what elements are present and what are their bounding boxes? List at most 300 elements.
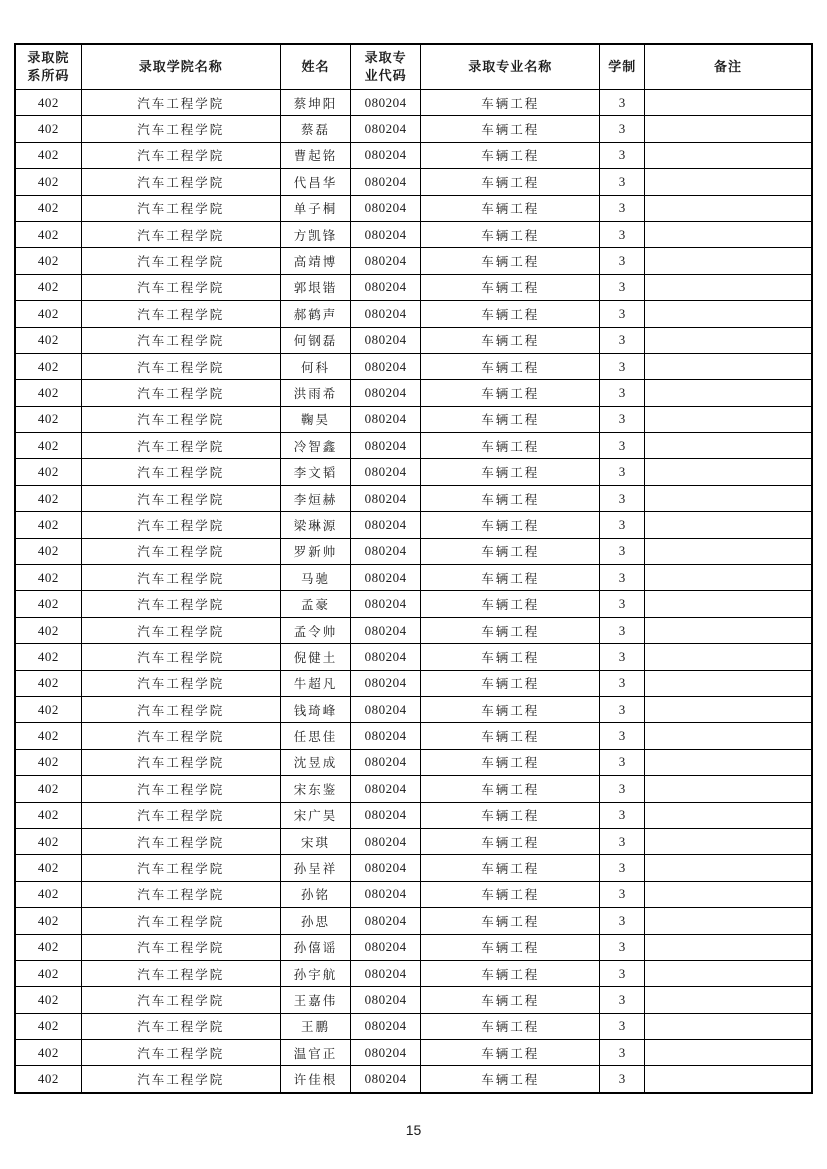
- cell-college: 汽车工程学院: [81, 644, 280, 670]
- table-row: [15, 195, 812, 221]
- cell-remark: [645, 696, 812, 722]
- cell-college: 汽车工程学院: [81, 670, 280, 696]
- cell-dept-code: 402: [15, 934, 81, 960]
- cell-remark: [645, 1066, 812, 1093]
- table-row: [15, 855, 812, 881]
- cell-remark: [645, 380, 812, 406]
- header-cell-major-code: [351, 44, 421, 90]
- cell-dept-code: 402: [15, 565, 81, 591]
- cell-major-code: 080204: [351, 353, 421, 379]
- table-row: [15, 301, 812, 327]
- cell-name: 孙铭: [280, 881, 350, 907]
- cell-name: 蔡坤阳: [280, 90, 350, 116]
- cell-major: 车辆工程: [421, 485, 600, 511]
- cell-name: 宋广昊: [280, 802, 350, 828]
- cell-remark: [645, 908, 812, 934]
- cell-remark: [645, 1013, 812, 1039]
- cell-remark: [645, 749, 812, 775]
- table-row: [15, 248, 812, 274]
- cell-remark: [645, 802, 812, 828]
- cell-college: 汽车工程学院: [81, 353, 280, 379]
- cell-major-code: 080204: [351, 565, 421, 591]
- cell-major-code: 080204: [351, 406, 421, 432]
- cell-major-code: 080204: [351, 274, 421, 300]
- cell-duration: 3: [600, 459, 645, 485]
- cell-major: 车辆工程: [421, 538, 600, 564]
- cell-dept-code: 402: [15, 591, 81, 617]
- cell-major: 车辆工程: [421, 142, 600, 168]
- cell-duration: 3: [600, 565, 645, 591]
- table-row: [15, 802, 812, 828]
- cell-duration: 3: [600, 1013, 645, 1039]
- cell-name: 郭垠锴: [280, 274, 350, 300]
- cell-dept-code: 402: [15, 433, 81, 459]
- cell-duration: 3: [600, 406, 645, 432]
- cell-duration: 3: [600, 696, 645, 722]
- cell-major-code: 080204: [351, 828, 421, 854]
- cell-major: 车辆工程: [421, 749, 600, 775]
- cell-remark: [645, 538, 812, 564]
- header-label: 录取专: [364, 50, 407, 66]
- cell-dept-code: 402: [15, 538, 81, 564]
- page-number: 15: [405, 1122, 422, 1138]
- cell-remark: [645, 459, 812, 485]
- cell-name: 宋东鉴: [280, 776, 350, 802]
- cell-college: 汽车工程学院: [81, 459, 280, 485]
- cell-college: 汽车工程学院: [81, 749, 280, 775]
- table-row: [15, 828, 812, 854]
- cell-dept-code: 402: [15, 353, 81, 379]
- cell-major-code: 080204: [351, 644, 421, 670]
- cell-dept-code: 402: [15, 116, 81, 142]
- cell-college: 汽车工程学院: [81, 1066, 280, 1093]
- cell-major: 车辆工程: [421, 776, 600, 802]
- cell-name: 何钢磊: [280, 327, 350, 353]
- cell-duration: 3: [600, 274, 645, 300]
- cell-duration: 3: [600, 301, 645, 327]
- cell-major: 车辆工程: [421, 169, 600, 195]
- cell-remark: [645, 485, 812, 511]
- cell-major-code: 080204: [351, 908, 421, 934]
- cell-dept-code: 402: [15, 670, 81, 696]
- cell-dept-code: 402: [15, 1013, 81, 1039]
- cell-name: 孟豪: [280, 591, 350, 617]
- cell-name: 代昌华: [280, 169, 350, 195]
- cell-major: 车辆工程: [421, 274, 600, 300]
- cell-name: 蔡磊: [280, 116, 350, 142]
- cell-major-code: 080204: [351, 459, 421, 485]
- cell-major: 车辆工程: [421, 644, 600, 670]
- cell-major: 车辆工程: [421, 802, 600, 828]
- header-cell-remark: [645, 44, 812, 90]
- table-row: [15, 538, 812, 564]
- cell-college: 汽车工程学院: [81, 908, 280, 934]
- cell-name: 冷智鑫: [280, 433, 350, 459]
- cell-dept-code: 402: [15, 696, 81, 722]
- cell-remark: [645, 301, 812, 327]
- cell-name: 宋琪: [280, 828, 350, 854]
- cell-major: 车辆工程: [421, 670, 600, 696]
- cell-dept-code: 402: [15, 221, 81, 247]
- cell-major: 车辆工程: [421, 1013, 600, 1039]
- table-row: [15, 406, 812, 432]
- table-row: [15, 881, 812, 907]
- cell-college: 汽车工程学院: [81, 828, 280, 854]
- cell-major: 车辆工程: [421, 908, 600, 934]
- cell-duration: 3: [600, 776, 645, 802]
- cell-college: 汽车工程学院: [81, 565, 280, 591]
- cell-name: 鞠昊: [280, 406, 350, 432]
- cell-major-code: 080204: [351, 776, 421, 802]
- cell-major: 车辆工程: [421, 591, 600, 617]
- cell-major: 车辆工程: [421, 512, 600, 538]
- cell-dept-code: 402: [15, 908, 81, 934]
- table-row: [15, 1040, 812, 1066]
- cell-duration: 3: [600, 723, 645, 749]
- cell-remark: [645, 248, 812, 274]
- cell-duration: 3: [600, 960, 645, 986]
- cell-name: 孙呈祥: [280, 855, 350, 881]
- table-row: [15, 908, 812, 934]
- cell-major-code: 080204: [351, 116, 421, 142]
- cell-major-code: 080204: [351, 221, 421, 247]
- cell-major: 车辆工程: [421, 855, 600, 881]
- cell-dept-code: 402: [15, 855, 81, 881]
- cell-major: 车辆工程: [421, 116, 600, 142]
- table-row: [15, 565, 812, 591]
- cell-major-code: 080204: [351, 987, 421, 1013]
- header-row: [15, 44, 812, 90]
- cell-duration: 3: [600, 380, 645, 406]
- cell-duration: 3: [600, 987, 645, 1013]
- cell-remark: [645, 90, 812, 116]
- cell-major-code: 080204: [351, 1066, 421, 1093]
- cell-remark: [645, 565, 812, 591]
- table-row: [15, 960, 812, 986]
- cell-remark: [645, 723, 812, 749]
- cell-remark: [645, 433, 812, 459]
- cell-remark: [645, 116, 812, 142]
- cell-dept-code: 402: [15, 723, 81, 749]
- cell-remark: [645, 406, 812, 432]
- cell-name: 李文韬: [280, 459, 350, 485]
- cell-remark: [645, 169, 812, 195]
- cell-dept-code: 402: [15, 512, 81, 538]
- cell-remark: [645, 274, 812, 300]
- header-cell-name: [280, 44, 350, 90]
- table-row: [15, 696, 812, 722]
- cell-major-code: 080204: [351, 433, 421, 459]
- cell-major: 车辆工程: [421, 406, 600, 432]
- cell-major: 车辆工程: [421, 617, 600, 643]
- cell-major-code: 080204: [351, 169, 421, 195]
- cell-college: 汽车工程学院: [81, 169, 280, 195]
- table-row: [15, 1066, 812, 1093]
- cell-major-code: 080204: [351, 723, 421, 749]
- cell-name: 王嘉伟: [280, 987, 350, 1013]
- cell-major-code: 080204: [351, 855, 421, 881]
- cell-major: 车辆工程: [421, 353, 600, 379]
- header-cell-duration: [600, 44, 645, 90]
- cell-dept-code: 402: [15, 380, 81, 406]
- cell-dept-code: 402: [15, 828, 81, 854]
- cell-dept-code: 402: [15, 301, 81, 327]
- cell-name: 罗新帅: [280, 538, 350, 564]
- table-row: [15, 591, 812, 617]
- table-row: [15, 116, 812, 142]
- cell-remark: [645, 670, 812, 696]
- cell-major-code: 080204: [351, 591, 421, 617]
- header-label: 业代码: [364, 68, 407, 83]
- cell-major-code: 080204: [351, 248, 421, 274]
- cell-college: 汽车工程学院: [81, 327, 280, 353]
- cell-name: 许佳根: [280, 1066, 350, 1093]
- cell-remark: [645, 512, 812, 538]
- cell-college: 汽车工程学院: [81, 248, 280, 274]
- cell-name: 牛超凡: [280, 670, 350, 696]
- cell-college: 汽车工程学院: [81, 406, 280, 432]
- cell-remark: [645, 828, 812, 854]
- cell-remark: [645, 987, 812, 1013]
- cell-college: 汽车工程学院: [81, 274, 280, 300]
- cell-dept-code: 402: [15, 617, 81, 643]
- table-row: [15, 142, 812, 168]
- cell-major: 车辆工程: [421, 881, 600, 907]
- cell-remark: [645, 855, 812, 881]
- cell-college: 汽车工程学院: [81, 116, 280, 142]
- cell-name: 孙思: [280, 908, 350, 934]
- cell-major: 车辆工程: [421, 327, 600, 353]
- header-label: 录取院: [27, 50, 70, 66]
- cell-college: 汽车工程学院: [81, 934, 280, 960]
- table-row: [15, 433, 812, 459]
- cell-dept-code: 402: [15, 459, 81, 485]
- cell-college: 汽车工程学院: [81, 696, 280, 722]
- cell-duration: 3: [600, 327, 645, 353]
- cell-remark: [645, 1040, 812, 1066]
- cell-name: 洪雨希: [280, 380, 350, 406]
- cell-duration: 3: [600, 538, 645, 564]
- table-row: [15, 90, 812, 116]
- cell-dept-code: 402: [15, 485, 81, 511]
- cell-remark: [645, 142, 812, 168]
- cell-college: 汽车工程学院: [81, 142, 280, 168]
- cell-duration: 3: [600, 934, 645, 960]
- cell-remark: [645, 934, 812, 960]
- cell-dept-code: 402: [15, 248, 81, 274]
- cell-major: 车辆工程: [421, 248, 600, 274]
- cell-major: 车辆工程: [421, 696, 600, 722]
- header-cell-college: [81, 44, 280, 90]
- cell-name: 马驰: [280, 565, 350, 591]
- cell-major: 车辆工程: [421, 301, 600, 327]
- cell-dept-code: 402: [15, 987, 81, 1013]
- table-row: [15, 1013, 812, 1039]
- cell-remark: [645, 353, 812, 379]
- cell-name: 方凯锋: [280, 221, 350, 247]
- table-row: [15, 169, 812, 195]
- table-row: [15, 380, 812, 406]
- cell-duration: 3: [600, 908, 645, 934]
- cell-major-code: 080204: [351, 301, 421, 327]
- cell-remark: [645, 591, 812, 617]
- cell-duration: 3: [600, 1040, 645, 1066]
- cell-dept-code: 402: [15, 776, 81, 802]
- cell-name: 倪健土: [280, 644, 350, 670]
- header-cell-major: [421, 44, 600, 90]
- cell-name: 孟令帅: [280, 617, 350, 643]
- cell-major-code: 080204: [351, 90, 421, 116]
- table-row: [15, 327, 812, 353]
- table-header: [15, 44, 812, 90]
- cell-name: 沈昱成: [280, 749, 350, 775]
- cell-college: 汽车工程学院: [81, 221, 280, 247]
- cell-duration: 3: [600, 512, 645, 538]
- cell-major: 车辆工程: [421, 565, 600, 591]
- cell-major: 车辆工程: [421, 1040, 600, 1066]
- cell-major-code: 080204: [351, 380, 421, 406]
- cell-duration: 3: [600, 802, 645, 828]
- header-label: 备注: [714, 59, 743, 75]
- cell-major-code: 080204: [351, 538, 421, 564]
- cell-dept-code: 402: [15, 90, 81, 116]
- cell-duration: 3: [600, 169, 645, 195]
- cell-remark: [645, 617, 812, 643]
- cell-duration: 3: [600, 248, 645, 274]
- cell-major: 车辆工程: [421, 433, 600, 459]
- cell-dept-code: 402: [15, 327, 81, 353]
- cell-major-code: 080204: [351, 934, 421, 960]
- cell-major: 车辆工程: [421, 380, 600, 406]
- cell-major-code: 080204: [351, 512, 421, 538]
- cell-remark: [645, 776, 812, 802]
- table-row: [15, 644, 812, 670]
- cell-dept-code: 402: [15, 881, 81, 907]
- cell-major: 车辆工程: [421, 960, 600, 986]
- cell-dept-code: 402: [15, 802, 81, 828]
- cell-duration: 3: [600, 116, 645, 142]
- table-row: [15, 987, 812, 1013]
- cell-duration: 3: [600, 591, 645, 617]
- cell-college: 汽车工程学院: [81, 485, 280, 511]
- cell-major-code: 080204: [351, 327, 421, 353]
- cell-college: 汽车工程学院: [81, 1040, 280, 1066]
- table-row: [15, 749, 812, 775]
- cell-duration: 3: [600, 485, 645, 511]
- table-row: [15, 723, 812, 749]
- table-row: [15, 274, 812, 300]
- cell-college: 汽车工程学院: [81, 301, 280, 327]
- cell-remark: [645, 881, 812, 907]
- cell-major-code: 080204: [351, 617, 421, 643]
- cell-dept-code: 402: [15, 1066, 81, 1093]
- header-label: 录取专业名称: [468, 59, 553, 75]
- cell-major: 车辆工程: [421, 934, 600, 960]
- cell-remark: [645, 327, 812, 353]
- cell-duration: 3: [600, 670, 645, 696]
- cell-major: 车辆工程: [421, 723, 600, 749]
- cell-major: 车辆工程: [421, 1066, 600, 1093]
- cell-major: 车辆工程: [421, 90, 600, 116]
- cell-college: 汽车工程学院: [81, 987, 280, 1013]
- cell-remark: [645, 221, 812, 247]
- cell-major-code: 080204: [351, 802, 421, 828]
- cell-major: 车辆工程: [421, 459, 600, 485]
- cell-name: 高靖博: [280, 248, 350, 274]
- cell-name: 郝鹤声: [280, 301, 350, 327]
- cell-college: 汽车工程学院: [81, 776, 280, 802]
- cell-name: 曹起铭: [280, 142, 350, 168]
- cell-college: 汽车工程学院: [81, 512, 280, 538]
- cell-college: 汽车工程学院: [81, 881, 280, 907]
- cell-duration: 3: [600, 195, 645, 221]
- cell-college: 汽车工程学院: [81, 433, 280, 459]
- cell-college: 汽车工程学院: [81, 723, 280, 749]
- cell-major-code: 080204: [351, 749, 421, 775]
- cell-duration: 3: [600, 221, 645, 247]
- cell-duration: 3: [600, 617, 645, 643]
- cell-name: 孙僖谣: [280, 934, 350, 960]
- cell-dept-code: 402: [15, 644, 81, 670]
- cell-remark: [645, 195, 812, 221]
- cell-major-code: 080204: [351, 670, 421, 696]
- cell-major-code: 080204: [351, 1040, 421, 1066]
- cell-major-code: 080204: [351, 696, 421, 722]
- table-row: [15, 353, 812, 379]
- cell-major-code: 080204: [351, 142, 421, 168]
- cell-college: 汽车工程学院: [81, 617, 280, 643]
- cell-dept-code: 402: [15, 169, 81, 195]
- cell-college: 汽车工程学院: [81, 1013, 280, 1039]
- cell-college: 汽车工程学院: [81, 802, 280, 828]
- cell-duration: 3: [600, 828, 645, 854]
- cell-duration: 3: [600, 749, 645, 775]
- cell-name: 单子桐: [280, 195, 350, 221]
- cell-college: 汽车工程学院: [81, 195, 280, 221]
- cell-major: 车辆工程: [421, 221, 600, 247]
- cell-duration: 3: [600, 855, 645, 881]
- cell-dept-code: 402: [15, 1040, 81, 1066]
- table-row: [15, 512, 812, 538]
- cell-duration: 3: [600, 644, 645, 670]
- cell-dept-code: 402: [15, 406, 81, 432]
- header-cell-dept-code: [15, 44, 81, 90]
- cell-duration: 3: [600, 142, 645, 168]
- header-label: 学制: [608, 59, 637, 75]
- header-label: 姓名: [301, 59, 330, 75]
- cell-duration: 3: [600, 90, 645, 116]
- table-row: [15, 670, 812, 696]
- cell-remark: [645, 960, 812, 986]
- cell-major-code: 080204: [351, 485, 421, 511]
- cell-college: 汽车工程学院: [81, 960, 280, 986]
- cell-college: 汽车工程学院: [81, 90, 280, 116]
- cell-name: 任思佳: [280, 723, 350, 749]
- table-row: [15, 221, 812, 247]
- header-label: 系所码: [27, 68, 70, 83]
- table-row: [15, 617, 812, 643]
- cell-major-code: 080204: [351, 960, 421, 986]
- cell-duration: 3: [600, 1066, 645, 1093]
- cell-college: 汽车工程学院: [81, 538, 280, 564]
- cell-name: 温官正: [280, 1040, 350, 1066]
- table-row: [15, 459, 812, 485]
- cell-remark: [645, 644, 812, 670]
- cell-name: 孙宇航: [280, 960, 350, 986]
- cell-duration: 3: [600, 353, 645, 379]
- admission-table: [14, 43, 813, 1094]
- cell-major: 车辆工程: [421, 195, 600, 221]
